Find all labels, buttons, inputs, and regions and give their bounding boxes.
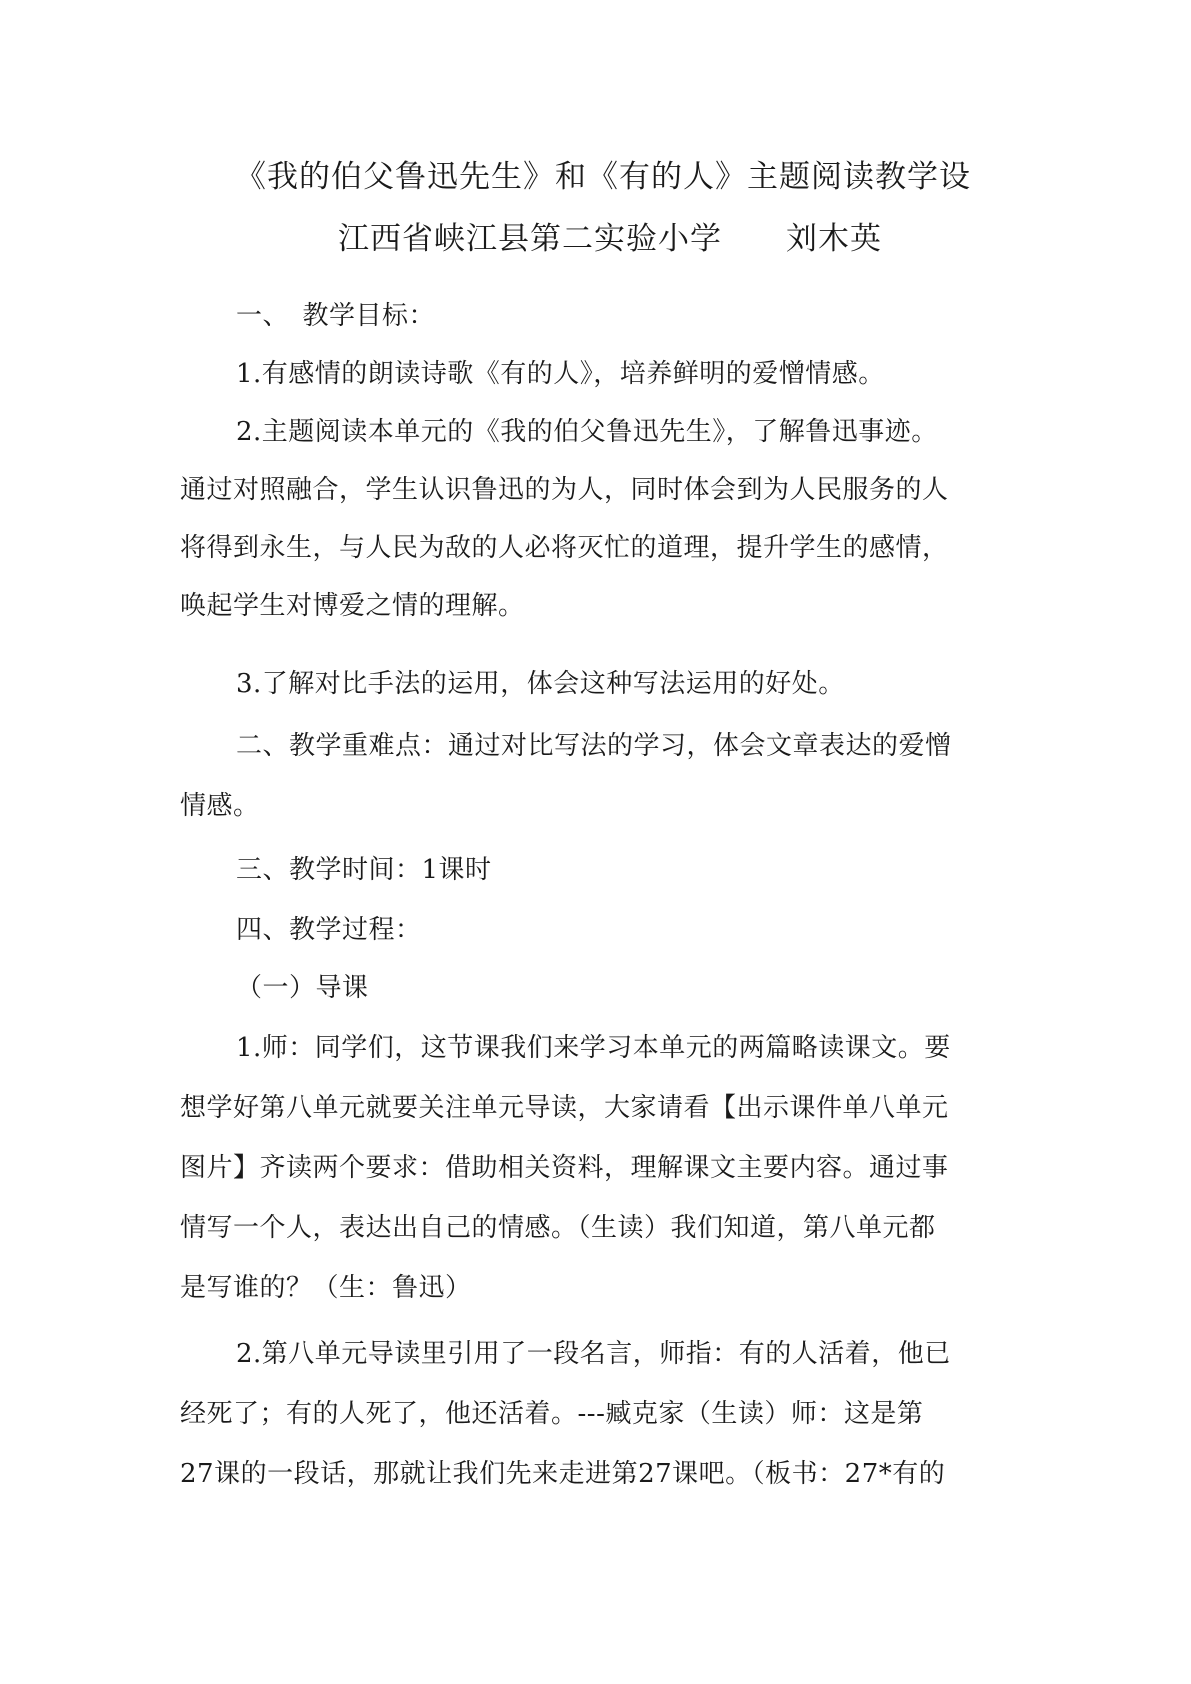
section-heading-time: 三、教学时间：1课时 xyxy=(236,855,492,885)
paragraph-line: 经死了；有的人死了，他还活着。---臧克家（生读）师：这是第 xyxy=(180,1399,924,1429)
paragraph-line: 3.了解对比手法的运用，体会这种写法运用的好处。 xyxy=(236,669,845,699)
paragraph-line: 想学好第八单元就要关注单元导读，大家请看【出示课件单八单元 xyxy=(180,1093,949,1123)
paragraph-line: 唤起学生对博爱之情的理解。 xyxy=(180,591,525,621)
paragraph-line: 图片】齐读两个要求：借助相关资料，理解课文主要内容。通过事 xyxy=(180,1153,949,1183)
document-title: 《我的伯父鲁迅先生》和《有的人》主题阅读教学设 xyxy=(235,159,971,195)
section-heading-process: 四、教学过程： xyxy=(236,915,422,945)
paragraph-line: 27课的一段话，那就让我们先来走进第27课吧。（板书：27*有的 xyxy=(180,1459,946,1489)
paragraph-line: 2.主题阅读本单元的《我的伯父鲁迅先生》，了解鲁迅事迹。 xyxy=(236,417,938,447)
section-heading-objectives: 一、 教学目标： xyxy=(236,301,436,331)
paragraph-line: 1.师：同学们，这节课我们来学习本单元的两篇略读课文。要 xyxy=(236,1033,951,1063)
paragraph-line: 2.第八单元导读里引用了一段名言，师指：有的人活着，他已 xyxy=(236,1339,951,1369)
author-line: 江西省峡江县第二实验小学 刘木英 xyxy=(338,221,882,257)
paragraph-line: 通过对照融合，学生认识鲁迅的为人，同时体会到为人民服务的人 xyxy=(180,475,949,505)
paragraph-line: 是写谁的？（生：鲁迅） xyxy=(180,1273,472,1303)
paragraph-line: 情感。 xyxy=(180,791,260,821)
paragraph-line: 情写一个人，表达出自己的情感。（生读）我们知道，第八单元都 xyxy=(180,1213,936,1243)
paragraph-line: 1.有感情的朗读诗歌《有的人》，培养鲜明的爱憎情感。 xyxy=(236,359,885,389)
paragraph-line: 将得到永生，与人民为敌的人必将灭忙的道理，提升学生的感情， xyxy=(180,533,949,563)
section-heading-key-points: 二、教学重难点：通过对比写法的学习，体会文章表达的爱憎 xyxy=(236,731,952,761)
subsection-heading-intro: （一）导课 xyxy=(236,973,369,1003)
